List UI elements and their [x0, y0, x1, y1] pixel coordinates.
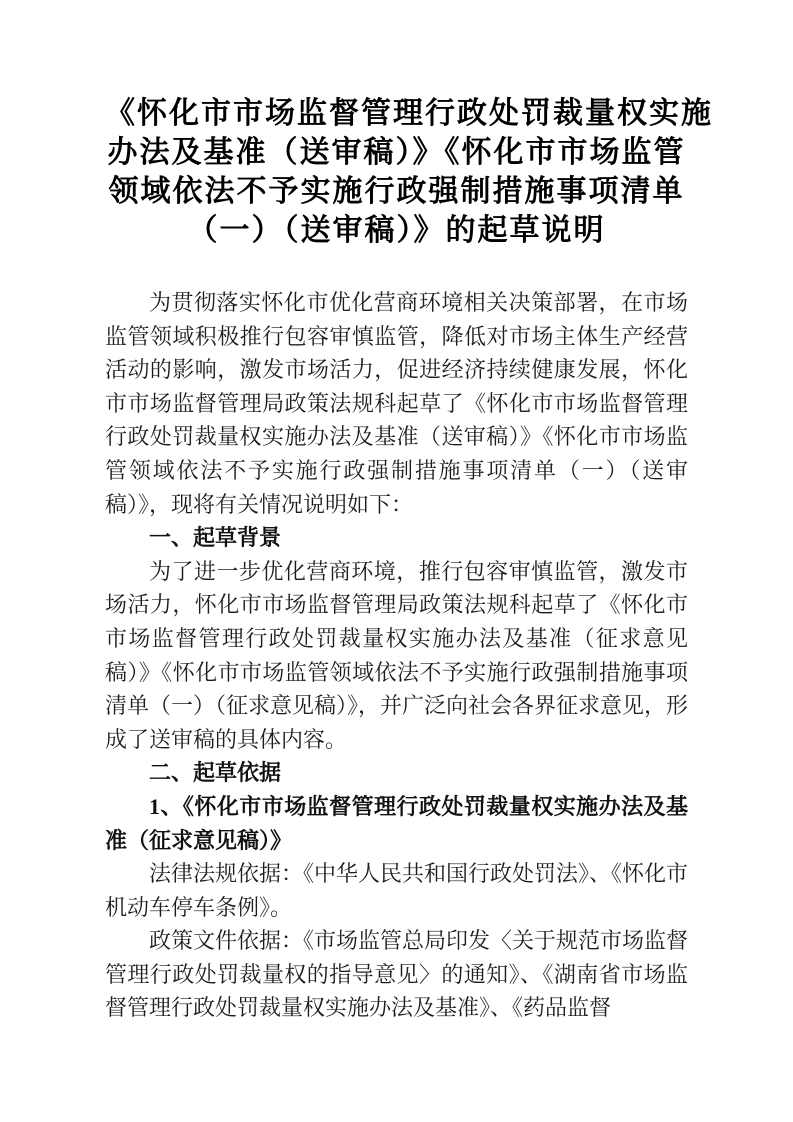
document-title-line-2: 办法及基准（送审稿）》《怀化市市场监管 [107, 136, 686, 169]
document-title [105, 94, 713, 250]
intro-paragraph: 为贯彻落实怀化市优化营商环境相关决策部署，在市场监管领域积极推行包容审慎监管，降低对市场主体生产经营活动的影响，激发市场活力，促进经济持续健康发展，怀化市市场监督管理局政策法规科起草了《怀化市市场监督管理行政处罚裁量权实施办法及基准（送审稿）》《怀化市市场监管领域依法不予实施行政强制措施事项清单（一）（送审稿）》，现将有关情况说明如下： [105, 290, 688, 517]
section2-heading: 二、起草依据 [149, 760, 282, 786]
document-title-line-3: 领域依法不予实施行政强制措施事项清单 [108, 175, 685, 208]
document-body [105, 286, 688, 1025]
section2-item1-legal-basis: 法律法规依据：《中华人民共和国行政处罚法》、《怀化市机动车停车条例》。 [105, 861, 689, 920]
section1-paragraph: 为了进一步优化营商环境，推行包容审慎监管，激发市场活力，怀化市市场监督管理局政策法规科起草了《怀化市市场监督管理行政处罚裁量权实施办法及基准（征求意见稿）》《怀化市市场监管领域依法不予实施行政强制措施事项清单（一）（征求意见稿）》，并广泛向社会各界征求意见，形成了送审稿的具体内容。 [105, 558, 689, 752]
section1-heading: 一、起草背景 [149, 525, 282, 551]
document-title-line-1: 《怀化市市场监督管理行政处罚裁量权实施 [105, 97, 713, 130]
section2-item1-policy-basis: 政策文件依据：《市场监管总局印发〈关于规范市场监督管理行政处罚裁量权的指导意见〉的通知》、《湖南省市场监督管理行政处罚裁量权实施办法及基准》、《药品监督 [105, 928, 689, 1021]
document-title-line-4: （一）（送审稿）》的起草说明 [187, 214, 606, 247]
section2-item1-title: 1、《怀化市市场监督管理行政处罚裁量权实施办法及基准（征求意见稿）》 [105, 793, 688, 853]
